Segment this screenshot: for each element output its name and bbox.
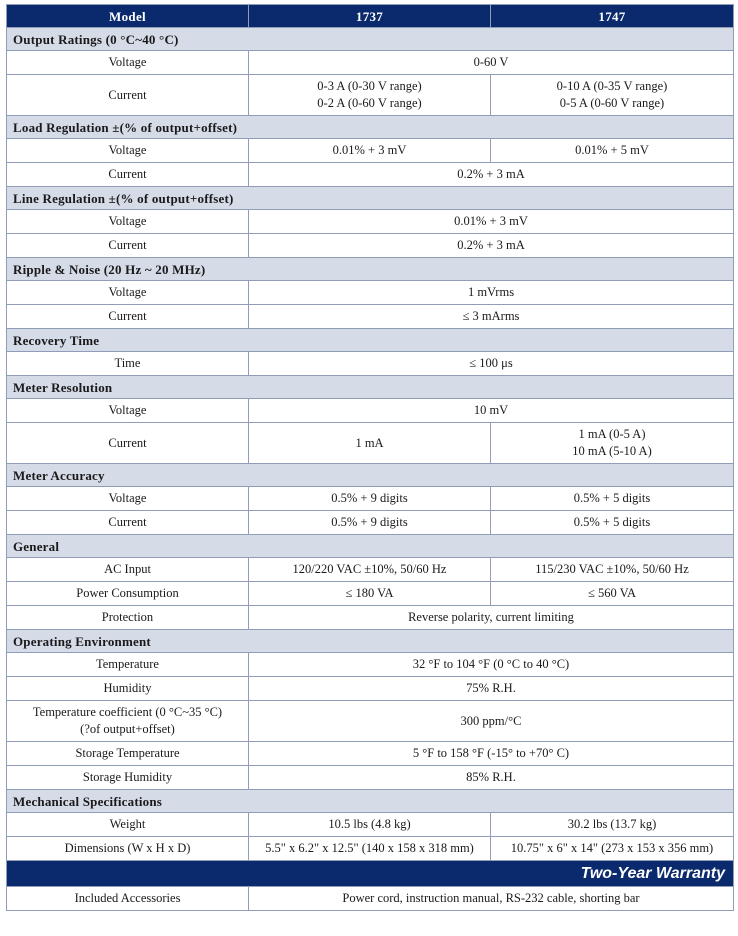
row-label: Protection — [7, 606, 249, 630]
row-label: Humidity — [7, 677, 249, 701]
row-label: Temperature — [7, 653, 249, 677]
row-label: Voltage — [7, 210, 249, 234]
row-label: Storage Temperature — [7, 742, 249, 766]
section-ripple-noise — [7, 258, 734, 281]
row-label: Included Accessories — [7, 887, 249, 911]
section-meter-resolution — [7, 376, 734, 399]
row-label: Voltage — [7, 139, 249, 163]
table-row — [7, 813, 734, 837]
value-1747: ≤ 560 VA — [491, 582, 734, 606]
row-label: Storage Humidity — [7, 766, 249, 790]
value-1747: 0.01% + 5 mV — [491, 139, 734, 163]
section-title: Output Ratings (0 °C~40 °C) — [7, 28, 734, 51]
header-model: Model — [7, 5, 249, 28]
value-1747 — [491, 423, 734, 464]
section-general — [7, 535, 734, 558]
section-title: Mechanical Specifications — [7, 790, 734, 813]
section-title: General — [7, 535, 734, 558]
section-title: Line Regulation ±(% of output+offset) — [7, 187, 734, 210]
label-line: (?of output+offset) — [80, 722, 175, 736]
section-title: Load Regulation ±(% of output+offset) — [7, 116, 734, 139]
row-label: Voltage — [7, 281, 249, 305]
row-value: 5 °F to 158 °F (-15° to +70° C) — [249, 742, 734, 766]
row-label — [7, 701, 249, 742]
table-row — [7, 305, 734, 329]
row-value: Reverse polarity, current limiting — [249, 606, 734, 630]
section-title: Operating Environment — [7, 630, 734, 653]
row-label: Current — [7, 75, 249, 116]
table-row — [7, 75, 734, 116]
section-title: Ripple & Noise (20 Hz ~ 20 MHz) — [7, 258, 734, 281]
header-1737: 1737 — [249, 5, 491, 28]
row-label: Current — [7, 234, 249, 258]
table-row — [7, 51, 734, 75]
table-row — [7, 837, 734, 861]
value-1747 — [491, 75, 734, 116]
section-mechanical — [7, 790, 734, 813]
row-value: ≤ 3 mArms — [249, 305, 734, 329]
table-row — [7, 210, 734, 234]
row-value: 1 mVrms — [249, 281, 734, 305]
table-header-row — [7, 5, 734, 28]
warranty-title: Two-Year Warranty — [7, 861, 734, 887]
row-label: Weight — [7, 813, 249, 837]
row-value: 75% R.H. — [249, 677, 734, 701]
row-value: 32 °F to 104 °F (0 °C to 40 °C) — [249, 653, 734, 677]
section-title: Meter Resolution — [7, 376, 734, 399]
row-label: AC Input — [7, 558, 249, 582]
table-row — [7, 487, 734, 511]
row-label: Dimensions (W x H x D) — [7, 837, 249, 861]
value-line: 10 mA (5-10 A) — [572, 444, 652, 458]
row-label: Current — [7, 423, 249, 464]
row-label: Current — [7, 305, 249, 329]
table-row — [7, 582, 734, 606]
table-row — [7, 606, 734, 630]
value-1737 — [249, 75, 491, 116]
row-label: Voltage — [7, 399, 249, 423]
row-label: Current — [7, 511, 249, 535]
section-recovery-time — [7, 329, 734, 352]
section-operating-environment — [7, 630, 734, 653]
value-1737: 120/220 VAC ±10%, 50/60 Hz — [249, 558, 491, 582]
row-label: Current — [7, 163, 249, 187]
row-label: Time — [7, 352, 249, 376]
value-1747: 30.2 lbs (13.7 kg) — [491, 813, 734, 837]
table-row — [7, 742, 734, 766]
row-value: ≤ 100 μs — [249, 352, 734, 376]
table-row — [7, 701, 734, 742]
row-value: 10 mV — [249, 399, 734, 423]
header-1747: 1747 — [491, 5, 734, 28]
row-label: Voltage — [7, 487, 249, 511]
section-title: Meter Accuracy — [7, 464, 734, 487]
table-row — [7, 163, 734, 187]
warranty-banner — [7, 861, 734, 887]
value-1747: 0.5% + 5 digits — [491, 511, 734, 535]
value-1737: 0.5% + 9 digits — [249, 511, 491, 535]
table-row — [7, 677, 734, 701]
value-1747: 115/230 VAC ±10%, 50/60 Hz — [491, 558, 734, 582]
section-load-regulation — [7, 116, 734, 139]
value-line: 0-2 A (0-60 V range) — [317, 96, 422, 110]
section-meter-accuracy — [7, 464, 734, 487]
table-row — [7, 423, 734, 464]
row-value: Power cord, instruction manual, RS-232 cable, shorting bar — [249, 887, 734, 911]
value-line: 1 mA (0-5 A) — [578, 427, 646, 441]
section-line-regulation — [7, 187, 734, 210]
row-value: 0.01% + 3 mV — [249, 210, 734, 234]
table-row — [7, 511, 734, 535]
value-line: 0-3 A (0-30 V range) — [317, 79, 422, 93]
row-value: 0.2% + 3 mA — [249, 163, 734, 187]
value-1747: 10.75" x 6" x 14" (273 x 153 x 356 mm) — [491, 837, 734, 861]
row-label: Voltage — [7, 51, 249, 75]
value-1737: 0.01% + 3 mV — [249, 139, 491, 163]
section-output-ratings — [7, 28, 734, 51]
value-1737: 10.5 lbs (4.8 kg) — [249, 813, 491, 837]
row-label: Power Consumption — [7, 582, 249, 606]
table-row — [7, 558, 734, 582]
section-title: Recovery Time — [7, 329, 734, 352]
table-row — [7, 352, 734, 376]
label-line: Temperature coefficient (0 °C~35 °C) — [32, 705, 223, 719]
table-row — [7, 139, 734, 163]
value-line: 0-10 A (0-35 V range) — [556, 79, 668, 93]
value-1737: 5.5" x 6.2" x 12.5" (140 x 158 x 318 mm) — [249, 837, 491, 861]
row-value: 300 ppm/°C — [249, 701, 734, 742]
row-value: 85% R.H. — [249, 766, 734, 790]
row-value: 0.2% + 3 mA — [249, 234, 734, 258]
table-row — [7, 399, 734, 423]
specifications-table — [6, 4, 734, 911]
table-row — [7, 653, 734, 677]
value-1737: ≤ 180 VA — [249, 582, 491, 606]
value-1747: 0.5% + 5 digits — [491, 487, 734, 511]
row-value: 0-60 V — [249, 51, 734, 75]
value-1737: 1 mA — [249, 423, 491, 464]
table-row — [7, 887, 734, 911]
table-row — [7, 766, 734, 790]
table-row — [7, 234, 734, 258]
table-row — [7, 281, 734, 305]
value-1737: 0.5% + 9 digits — [249, 487, 491, 511]
value-line: 0-5 A (0-60 V range) — [559, 96, 665, 110]
